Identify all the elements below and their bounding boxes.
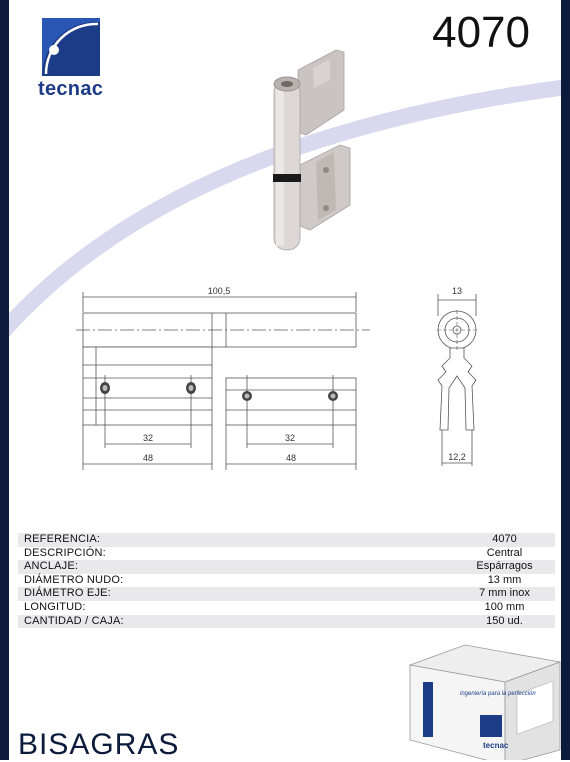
technical-drawing <box>0 280 570 480</box>
spec-label: DIÁMETRO EJE: <box>24 587 111 600</box>
spec-value: Espárragos <box>476 560 533 573</box>
box-brand: tecnac <box>483 741 509 750</box>
spec-row <box>18 547 555 561</box>
packaging-box-image <box>405 640 565 760</box>
reference-number: 4070 <box>432 8 530 57</box>
spec-label: REFERENCIA: <box>24 533 101 545</box>
spec-label: ANCLAJE: <box>24 560 79 573</box>
hinge-3d-render <box>258 40 368 255</box>
spec-label: DIÁMETRO NUDO: <box>24 573 124 586</box>
spec-label: CANTIDAD / CAJA: <box>24 614 124 627</box>
spec-row <box>18 574 555 588</box>
dim-left-width: 48 <box>142 453 154 463</box>
spec-table <box>18 533 555 628</box>
dim-right-hole-spacing: 32 <box>284 433 296 443</box>
spec-label: LONGITUD: <box>24 600 86 613</box>
spec-row <box>18 533 555 547</box>
spec-label: DESCRIPCIÓN: <box>24 546 106 559</box>
box-slogan: ingeniería para la perfección <box>460 691 536 697</box>
spec-value: Central <box>486 546 523 559</box>
spec-value: 150 ud. <box>486 614 523 627</box>
spec-row <box>18 560 555 574</box>
spec-row <box>18 601 555 615</box>
brand-wordmark: tecnac <box>38 78 104 100</box>
dim-left-hole-spacing: 32 <box>142 433 154 443</box>
dim-top-diameter: 13 <box>451 286 463 296</box>
spec-value: 7 mm inox <box>479 587 530 600</box>
dim-total-length: 100,5 <box>207 286 231 296</box>
spec-row <box>18 587 555 601</box>
spec-value: 13 mm <box>487 573 522 586</box>
spec-row <box>18 615 555 629</box>
category-title: BISAGRAS <box>18 728 180 761</box>
dim-bottom-width: 12,2 <box>448 452 466 462</box>
spec-value: 4070 <box>492 533 517 545</box>
dim-right-width: 48 <box>285 453 297 463</box>
spec-value: 100 mm <box>484 600 525 613</box>
